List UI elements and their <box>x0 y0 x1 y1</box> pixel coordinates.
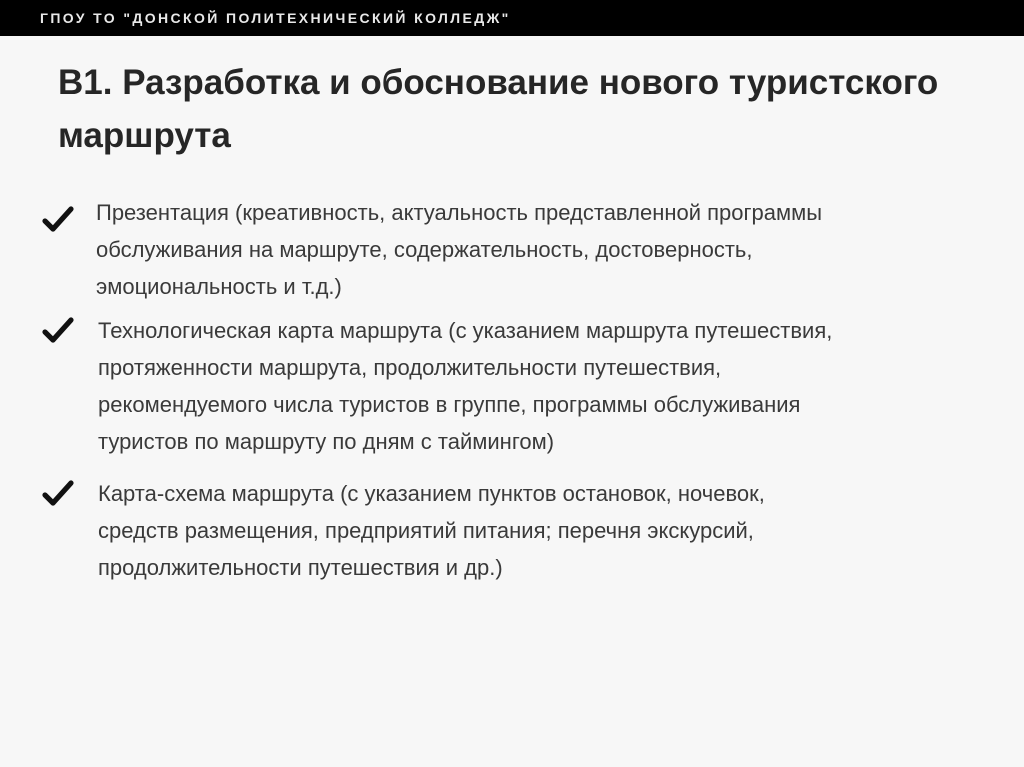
check-icon <box>42 206 74 234</box>
college-name: ГПОУ ТО "ДОНСКОЙ ПОЛИТЕХНИЧЕСКИЙ КОЛЛЕДЖ" <box>40 10 511 26</box>
list-item-text: Карта-схема маршрута (с указанием пунктов остановок, ночевок, средств размещения, предприятий питания; перечня экскурсий, продолжительности путешествия и др.) <box>98 481 765 580</box>
check-icon <box>42 480 74 508</box>
list-item-text: Презентация (креативность, актуальность представленной программы обслуживания на маршруте, содержательность, достоверность, эмоциональность и т.д.) <box>96 200 823 299</box>
list-item-text: Технологическая карта маршрута (с указанием маршрута путешествия, протяженности маршрута, продолжительности путешествия, рекомендуемого числа туристов в группе, программы обслуживания туристов по маршруту по дням с таймингом) <box>98 318 833 454</box>
slide-title: В1. Разработка и обоснование нового туристского маршрута <box>58 63 939 155</box>
check-icon <box>42 317 74 345</box>
